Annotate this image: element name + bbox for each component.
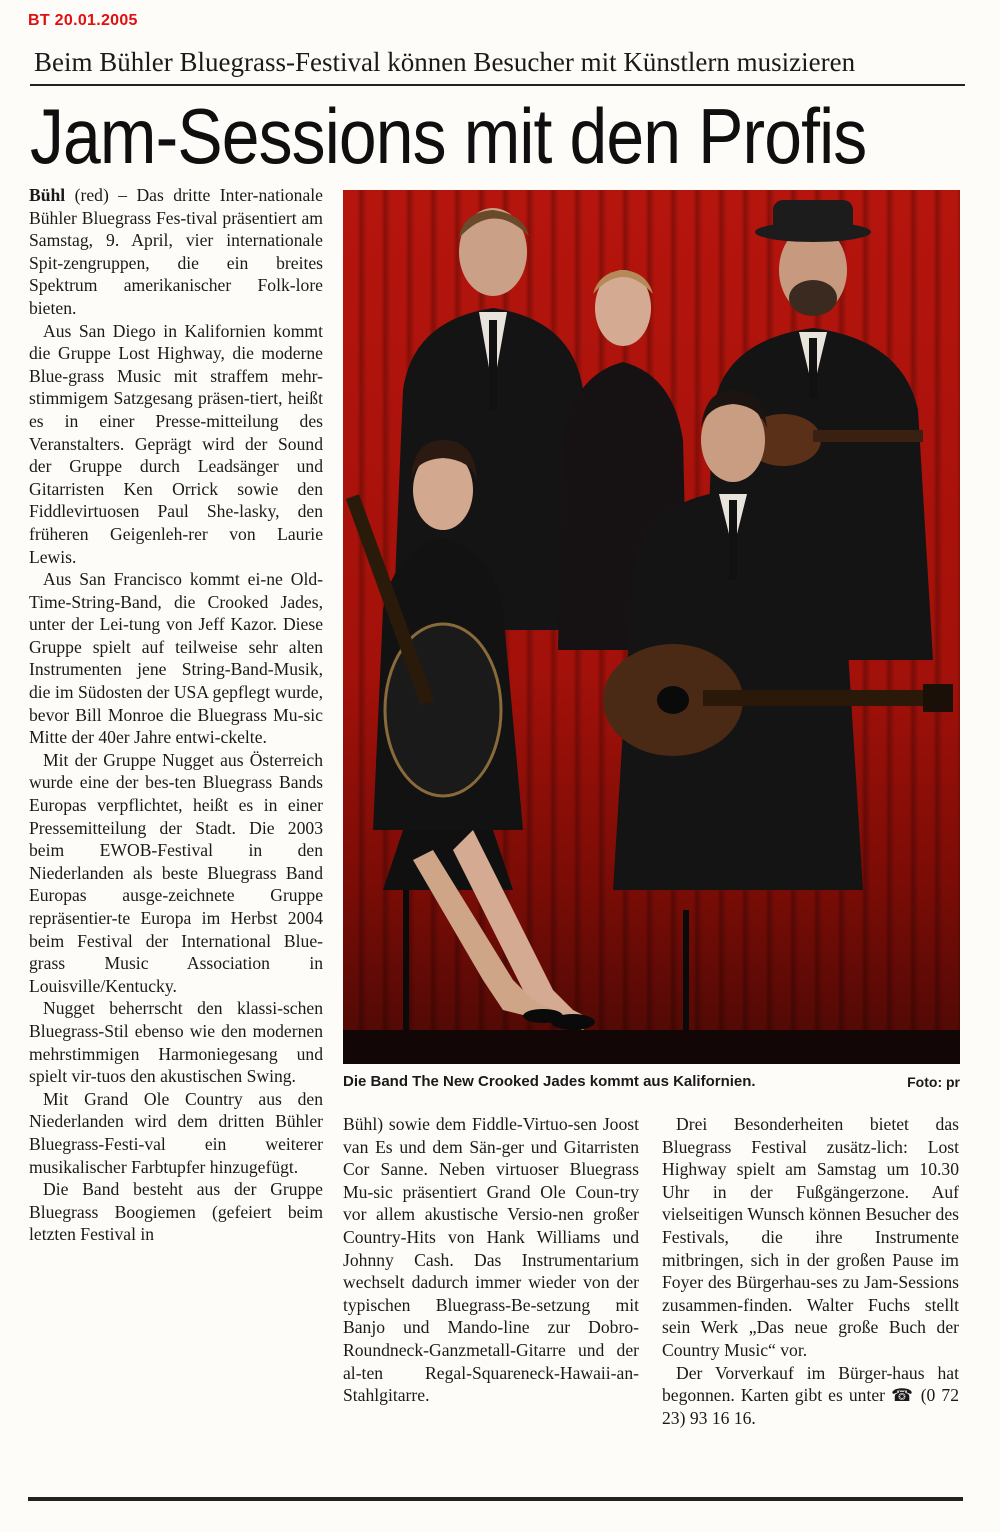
paragraph: Bühl) sowie dem Fiddle-Virtuo-sen Joost van Es und dem Sän-ger und Gitarristen Cor Sanne. Neben virtuoser Bluegrass Mu-sic präsentiert Grand Ole Coun-try vor allem akustische Versio-nen großer Country-Hits von Hank Williams und Johnny Cash. Das Instrumentarium wechselt dadurch immer wieder von der typischen Bluegrass-Be-setzung mit Banjo und Mando-line zur Dobro-Roundneck-Ganzmetall-Gitarre und der al-ten Regal-Squareneck-Hawaii-an-Stahlgitarre. (343, 1114, 639, 1406)
caption-text: Die Band The New Crooked Jades kommt aus Kalifornien. (343, 1073, 756, 1090)
article-column-3 (662, 1113, 959, 1493)
band-illustration (343, 190, 960, 1064)
paragraph: Nugget beherrscht den klassi-schen Bluegrass-Stil ebenso wie den modernen mehrstimmigen Harmoniegesang und spielt vir-tuos den akustischen Swing. (29, 998, 323, 1087)
paragraph (29, 184, 323, 320)
kicker-line: Beim Bühler Bluegrass-Festival können Besucher mit Künstlern musizieren (34, 47, 856, 77)
paragraph: Mit Grand Ole Country aus den Niederlanden wird dem dritten Bühler Bluegrass-Festi-val ein weiterer musikalischer Farbtupfer hinzugefügt. (29, 1088, 323, 1177)
kicker-rule (30, 84, 965, 86)
bottom-rule (28, 1497, 963, 1501)
article-column-2 (343, 1113, 639, 1493)
paragraph: Mit der Gruppe Nugget aus Österreich wurde eine der bes-ten Bluegrass Bands Europas verpflichtet, heißt es in einer Pressemitteilung der Stadt. Die 2003 beim EWOB-Festival in den Niederlanden als beste Bluegrass Band Europas ausge-zeichnete Gruppe repräsentier-te Europa im Herbst 2004 beim Festival der International Blue-grass Music Association in Louisville/Kentucky. (29, 749, 323, 996)
headline: Jam-Sessions mit den Profis (30, 92, 867, 180)
photo-credit: Foto: pr (907, 1074, 960, 1090)
photo-caption (343, 1072, 960, 1092)
date-stamp: BT 20.01.2005 (28, 12, 138, 29)
paragraph: Drei Besonderheiten bietet das Bluegrass Festival zusätz-lich: Lost Highway spielt am Samstag um 10.30 Uhr in der Fußgängerzone. Auf vielseitigen Wunsch können Besucher des Festivals, die ihre Instrumente mitbringen, sich in der großen Pause im Foyer des Bürgerhau-ses zu Jam-Sessions zusammen-finden. Walter Fuchs stellt sein Werk „Das neue große Buch der Country Music“ vor. (662, 1114, 959, 1360)
paragraph: Die Band besteht aus der Gruppe Bluegrass Boogiemen (gefeiert beim letzten Festival in (29, 1179, 323, 1245)
dateline: Bühl (29, 185, 66, 205)
band-photo (343, 190, 960, 1064)
paragraph: Der Vorverkauf im Bürger-haus hat begonnen. Karten gibt es unter ☎ (0 72 23) 93 16 16. (662, 1362, 959, 1428)
article-column-1 (29, 184, 323, 1484)
paragraph: Aus San Francisco kommt ei-ne Old-Time-String-Band, die Crooked Jades, unter der Lei-tung von Jeff Kazor. Diese Gruppe spielt auf teilweise sehr alten Instrumenten jene String-Band-Musik, die im Südosten der USA gepflegt wurde, bevor Bill Monroe die Bluegrass Mu-sic Mitte der 40er Jahre entwi-ckelte. (29, 569, 323, 748)
paragraph-text: (red) – Das dritte Inter-nationale Bühler Bluegrass Fes-tival präsentiert am Samstag, 9. April, vier internationale Spit-zengruppen, die ein breites Spektrum amerikanischer Folk-lore bieten. (29, 185, 323, 318)
paragraph: Aus San Diego in Kalifornien kommt die Gruppe Lost Highway, die moderne Blue-grass Music mit straffem mehr-stimmigem Satzgesang präsen-tiert, heißt es in einer Presse-mitteilung des Veranstalters. Geprägt wird der Sound der Gruppe durch Leadsänger und Gitarristen Ken Orrick sowie den Fiddlevirtuosen Paul She-lasky, den früheren Geigenleh-rer von Laurie Lewis. (29, 320, 323, 567)
